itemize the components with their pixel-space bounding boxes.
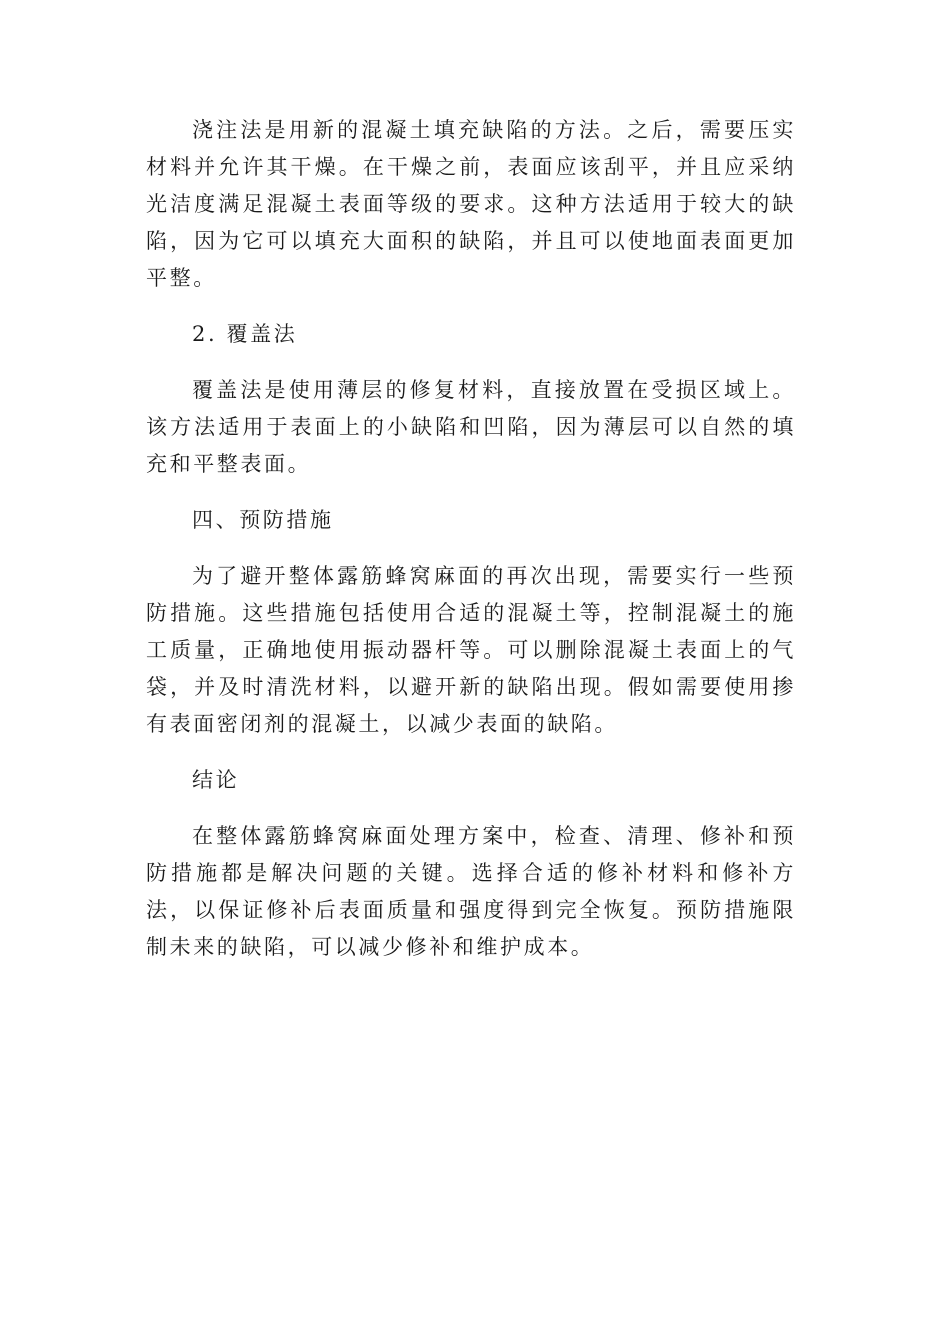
- section-heading-covering-method: 2. 覆盖法: [192, 322, 298, 346]
- section-heading-conclusion: 结论: [192, 768, 240, 792]
- paragraph-conclusion: 在整体露筋蜂窝麻面处理方案中，检查、清理、修补和预防措施都是解决问题的关键。选择合适的修补材料和修补方法，以保证修补后表面质量和强度得到完全恢复。预防措施限制未来的缺陷，可以减少修补和维护成本。: [146, 824, 796, 959]
- paragraph-prevention: 为了避开整体露筋蜂窝麻面的再次出现，需要实行一些预防措施。这些措施包括使用合适的混凝土等，控制混凝土的施工质量，正确地使用振动器杆等。可以删除混凝土表面上的气袋，并及时清洗材料，以避开新的缺陷出现。假如需要使用掺有表面密闭剂的混凝土，以减少表面的缺陷。: [146, 564, 796, 736]
- document-body: [146, 112, 796, 985]
- paragraph-pouring-method: 浇注法是用新的混凝土填充缺陷的方法。之后，需要压实材料并允许其干燥。在干燥之前，表面应该刮平，并且应采纳光洁度满足混凝土表面等级的要求。这种方法适用于较大的缺陷，因为它可以填充大面积的缺陷，并且可以使地面表面更加平整。: [146, 118, 796, 290]
- paragraph-covering-method: 覆盖法是使用薄层的修复材料，直接放置在受损区域上。该方法适用于表面上的小缺陷和凹陷，因为薄层可以自然的填充和平整表面。: [146, 378, 796, 476]
- section-heading-prevention: 四、预防措施: [192, 508, 334, 532]
